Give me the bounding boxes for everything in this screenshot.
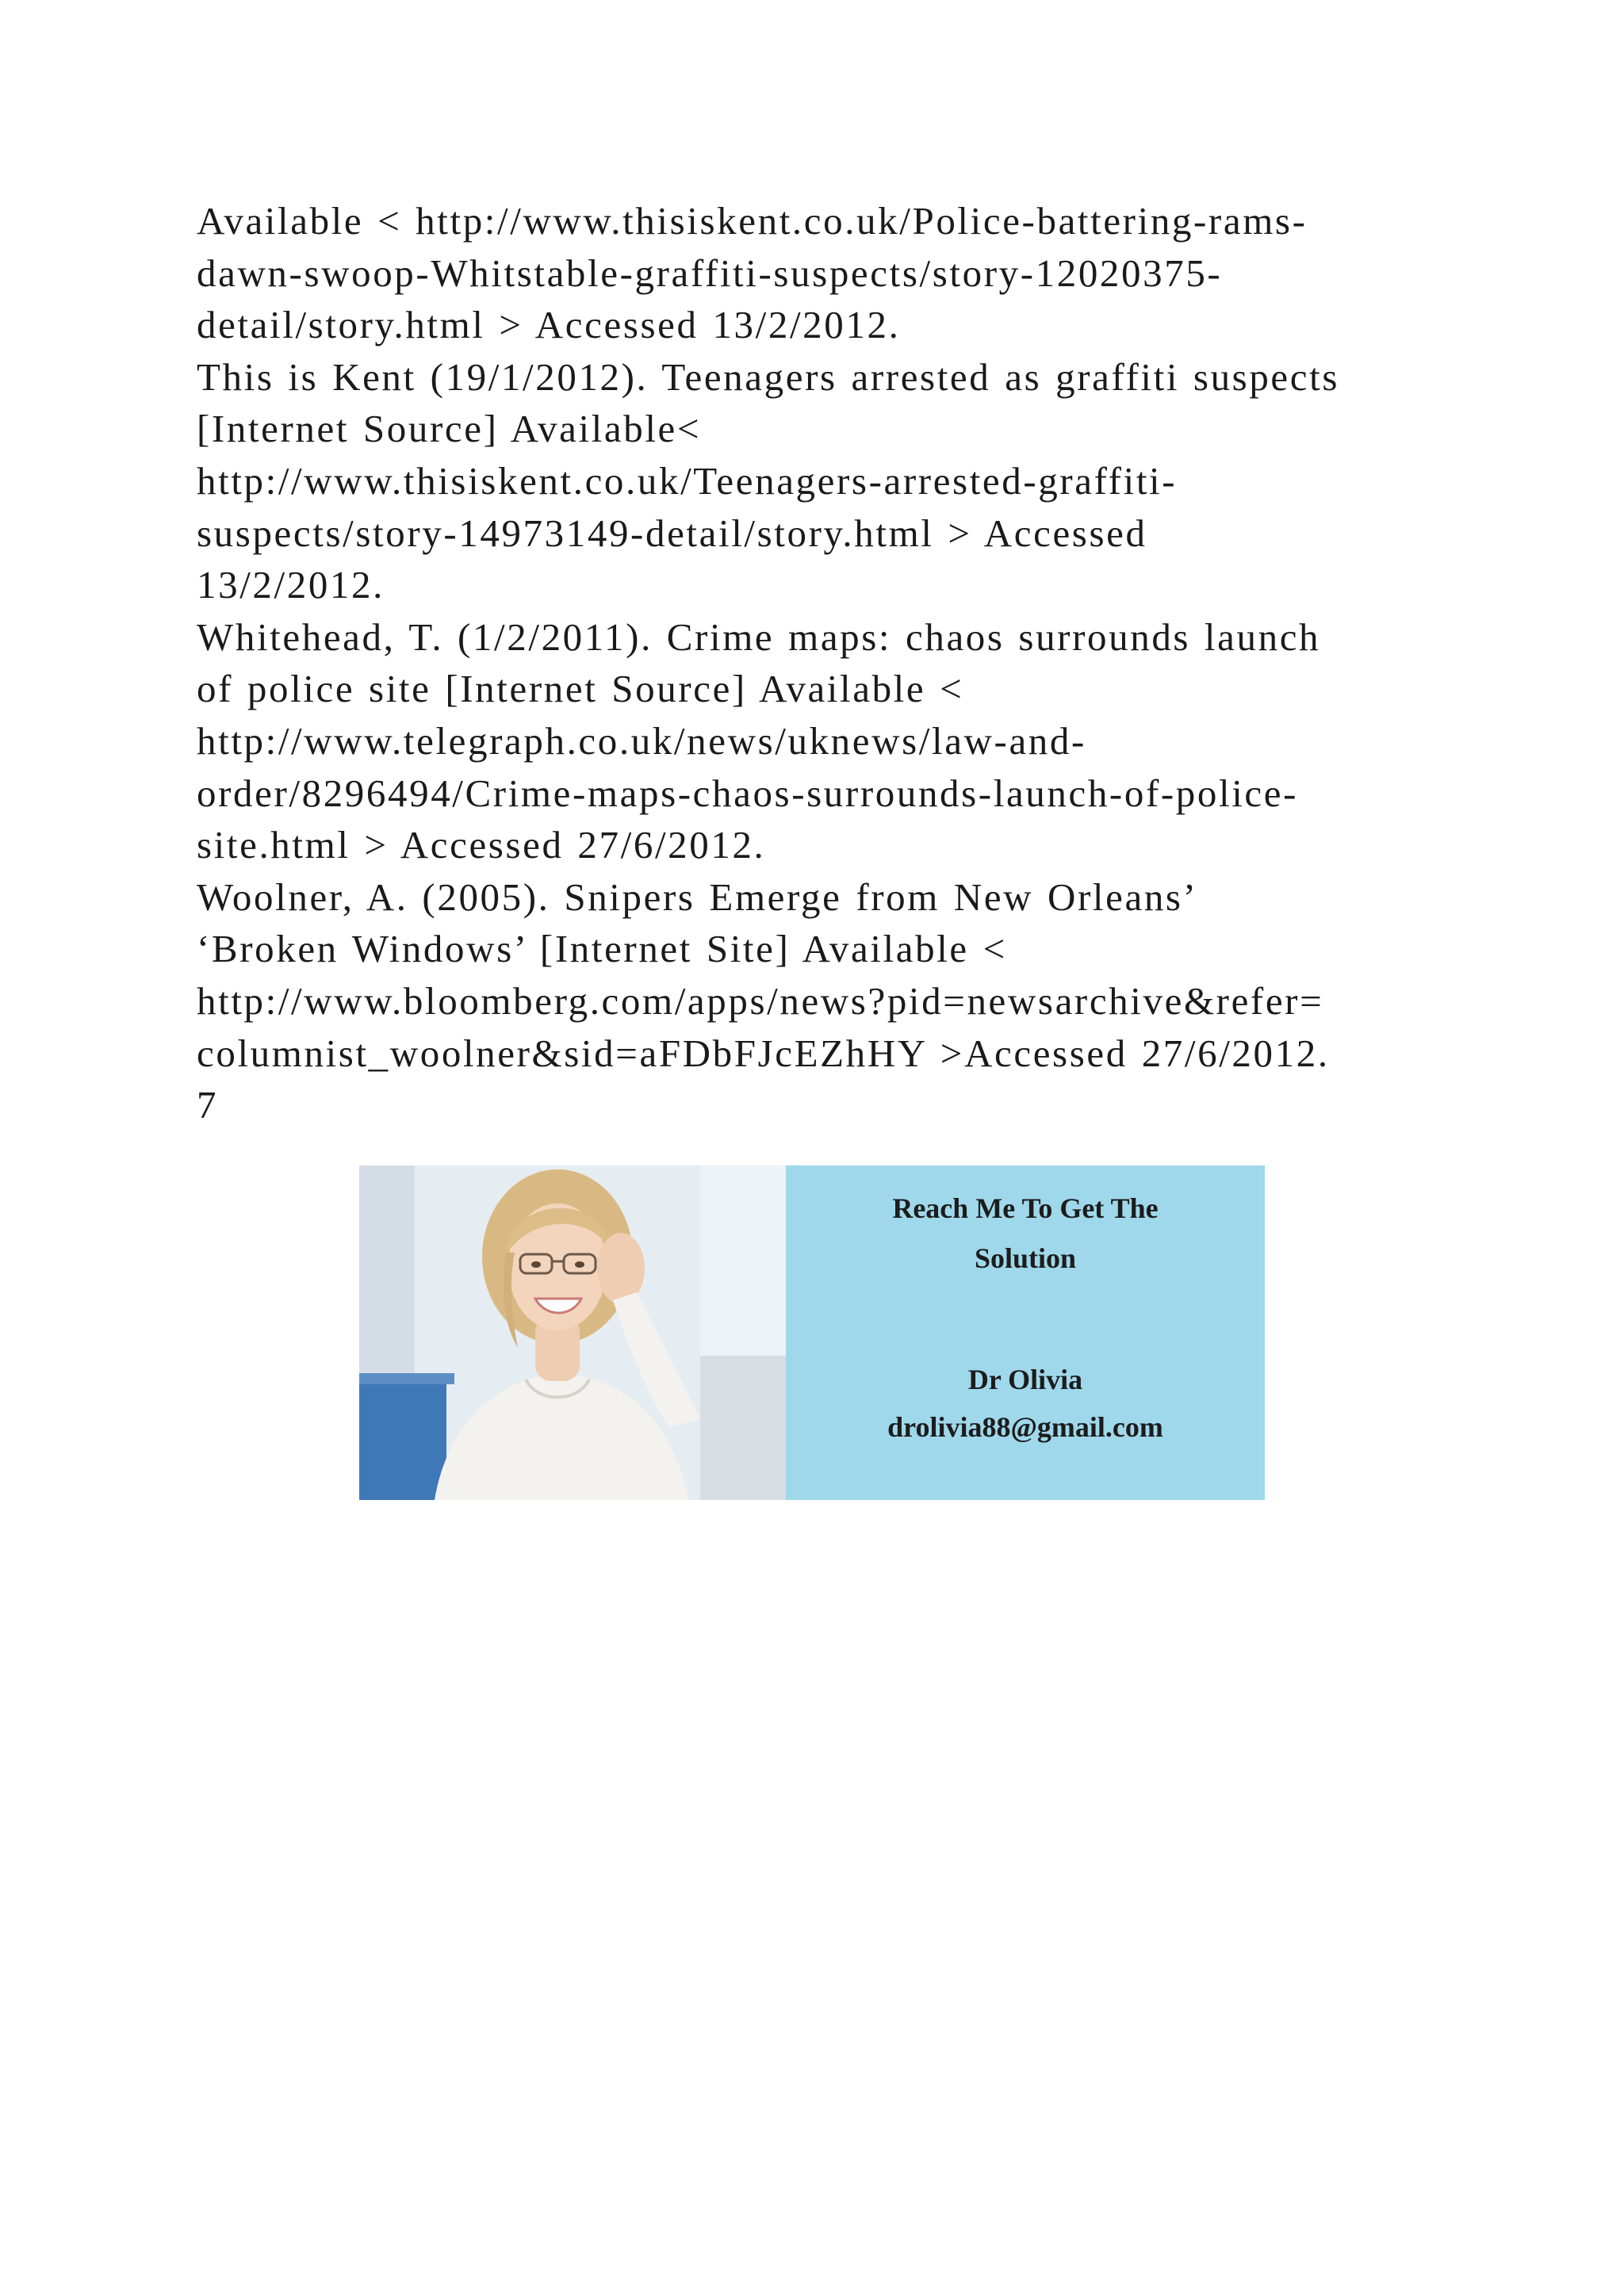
contact-heading-line-2: Solution — [974, 1242, 1077, 1274]
text-line: Woolner, A. (2005). Snipers Emerge from New Orleans’ — [197, 874, 1198, 919]
text-line: 13/2/2012. — [197, 563, 385, 607]
page-number: 7 — [197, 1083, 219, 1127]
text-line: suspects/story-14973149-detail/story.html > Accessed — [197, 511, 1147, 555]
text-line: detail/story.html > Accessed 13/2/2012. — [197, 303, 901, 347]
contact-name: Dr Olivia — [967, 1364, 1083, 1395]
contact-banner — [359, 1165, 1265, 1500]
woman-photo — [359, 1165, 786, 1500]
text-line: This is Kent (19/1/2012). Teenagers arrested as graffiti suspects — [197, 354, 1340, 399]
text-line: http://www.thisiskent.co.uk/Teenagers-arrested-graffiti- — [197, 458, 1178, 503]
text-line: [Internet Source] Available< — [197, 407, 702, 451]
text-line: columnist_woolner&sid=aFDbFJcEZhHY >Accessed 27/6/2012. — [197, 1031, 1330, 1075]
contact-heading-line-1: Reach Me To Get The — [892, 1192, 1159, 1224]
text-line: Whitehead, T. (1/2/2011). Crime maps: chaos surrounds launch — [197, 614, 1321, 659]
text-line: ‘Broken Windows’ [Internet Site] Available < — [197, 927, 1007, 971]
contact-panel — [786, 1165, 1265, 1500]
text-line: site.html > Accessed 27/6/2012. — [197, 823, 766, 867]
reference-list — [197, 195, 1434, 1131]
text-line: dawn-swoop-Whitstable-graffiti-suspects/story-12020375- — [197, 251, 1223, 295]
contact-email[interactable]: drolivia88@gmail.com — [887, 1411, 1163, 1443]
text-line: order/8296494/Crime-maps-chaos-surrounds-launch-of-police- — [197, 771, 1299, 815]
text-line: Available < http://www.thisiskent.co.uk/Police-battering-rams- — [197, 199, 1308, 243]
text-line: http://www.telegraph.co.uk/news/uknews/law-and- — [197, 718, 1086, 763]
text-line: of police site [Internet Source] Available < — [197, 667, 964, 711]
text-line: http://www.bloomberg.com/apps/news?pid=newsarchive&refer= — [197, 978, 1324, 1023]
